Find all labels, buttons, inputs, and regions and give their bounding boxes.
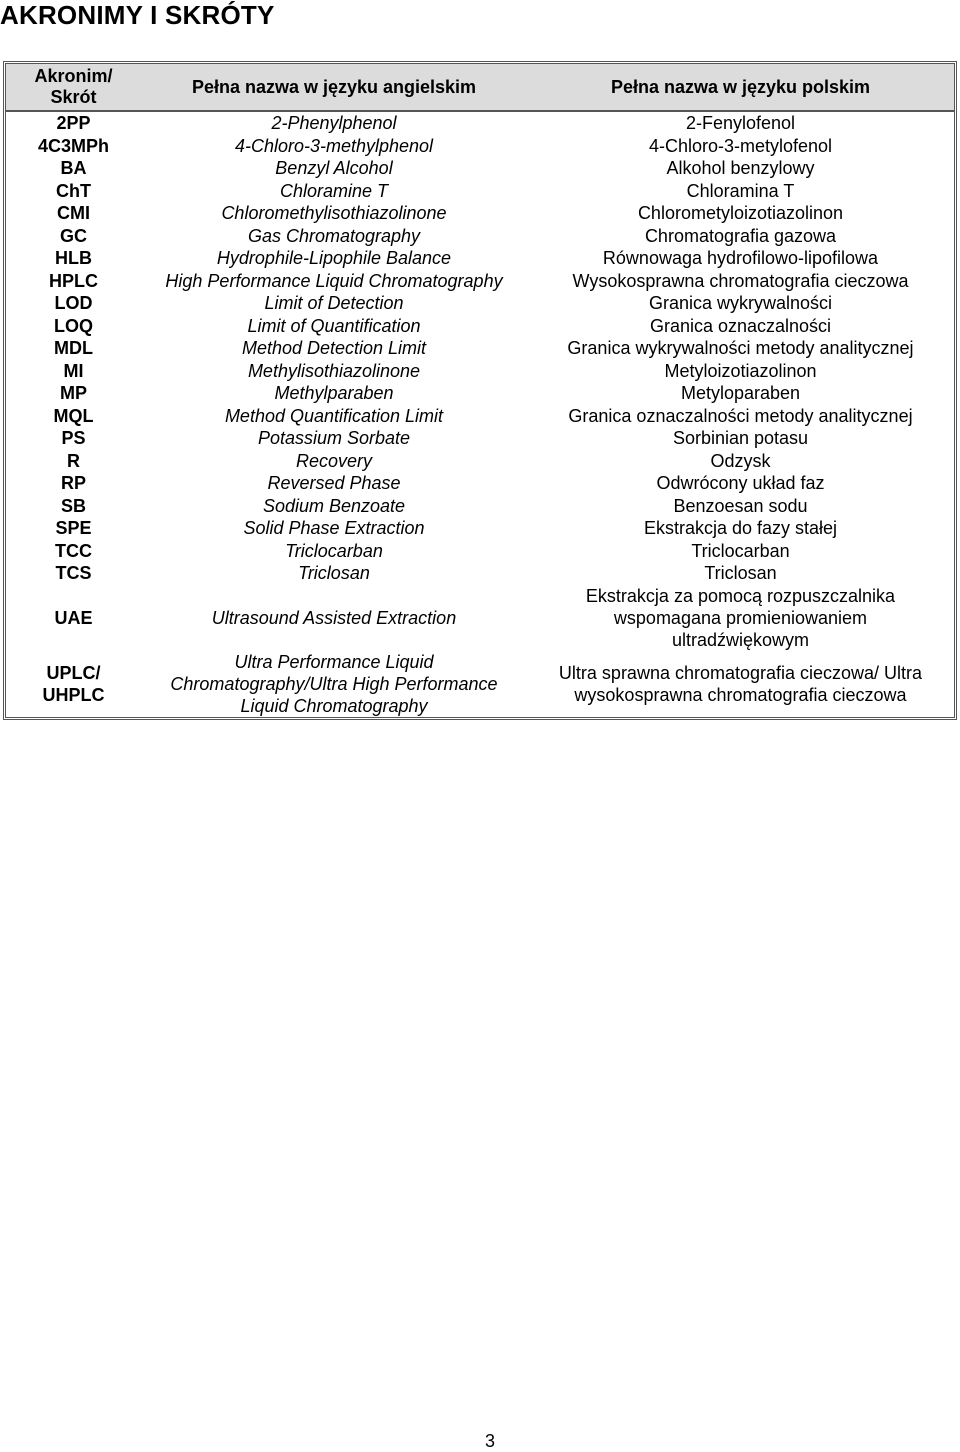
acronym-cell: RP: [60, 473, 86, 494]
table-row: [6, 270, 954, 293]
polish-name-cell: Benzoesan sodu: [673, 495, 808, 516]
acronym-table: [6, 64, 954, 717]
table-row: [6, 405, 954, 428]
acronym-cell: R: [67, 450, 80, 471]
acronym-cell: GC: [60, 225, 87, 246]
polish-name-cell: Triclocarban: [691, 540, 790, 561]
english-name-cell: 2-Phenylphenol: [271, 113, 397, 134]
polish-name-cell: Wysokosprawna chromatografia cieczowa: [572, 270, 909, 291]
polish-name-cell: Odzysk: [710, 450, 771, 471]
acronym-cell: TCC: [55, 540, 92, 561]
table-row: [6, 495, 954, 518]
acronym-cell: HPLC: [49, 270, 98, 291]
polish-name-cell: Równowaga hydrofilowo-lipofilowa: [602, 248, 879, 269]
header-english: Pełna nazwa w języku angielskim: [141, 64, 527, 111]
acronym-cell: MDL: [54, 338, 93, 359]
table-row: [6, 472, 954, 495]
acronym-cell: SPE: [55, 518, 92, 539]
english-name-cell: Triclosan: [298, 563, 370, 584]
acronym-cell: ChT: [56, 180, 91, 201]
polish-name-cell: 2-Fenylofenol: [685, 113, 796, 134]
acronym-cell: 4C3MPh: [37, 135, 109, 156]
polish-name-cell: Chloramina T: [686, 180, 795, 201]
table-row: [6, 111, 954, 135]
table-row: [6, 135, 954, 158]
polish-name-cell: Alkohol benzylowy: [666, 158, 815, 179]
acronym-cell: UAE: [54, 607, 93, 628]
english-name-cell: Recovery: [295, 450, 373, 471]
table-row: [6, 585, 954, 651]
english-name-cell: Limit of Quantification: [247, 315, 421, 336]
table-header: [6, 64, 954, 111]
table-row: [6, 157, 954, 180]
table-row: [6, 337, 954, 360]
table-row: [6, 382, 954, 405]
table-row: [6, 517, 954, 540]
polish-name-cell: Granica oznaczalności: [649, 315, 832, 336]
table-row: [6, 360, 954, 383]
acronym-cell: MP: [60, 383, 87, 404]
acronym-cell: PS: [61, 428, 86, 449]
english-name-cell: Triclocarban: [285, 540, 383, 561]
polish-name-cell: Odwrócony układ faz: [656, 473, 825, 494]
english-name-cell: High Performance Liquid Chromatography: [165, 270, 503, 291]
table-body: [6, 111, 954, 717]
table-row: [6, 651, 954, 717]
english-name-cell: Limit of Detection: [264, 293, 404, 314]
english-name-cell: Methylisothiazolinone: [247, 360, 421, 381]
english-name-cell: 4-Chloro-3-methylphenol: [234, 135, 434, 156]
english-name-cell: Chloramine T: [279, 180, 389, 201]
table-row: [6, 225, 954, 248]
polish-name-cell: Granica wykrywalności metody analitycznej: [567, 338, 914, 359]
acronym-cell: CMI: [57, 203, 90, 224]
polish-name-cell: Chlorometyloizotiazolinon: [637, 203, 844, 224]
table-row: [6, 202, 954, 225]
acronym-cell: SB: [60, 495, 86, 516]
polish-name-cell: Chromatografia gazowa: [644, 225, 837, 246]
table-row: [6, 180, 954, 203]
header-polish: Pełna nazwa w języku polskim: [527, 64, 954, 111]
page-number: 3: [484, 1431, 495, 1451]
english-name-cell: Method Quantification Limit: [224, 405, 444, 426]
acronym-cell: HLB: [55, 248, 92, 269]
english-name-cell: Hydrophile-Lipophile Balance: [216, 248, 452, 269]
polish-name-cell: Granica oznaczalności metody analitycznej: [568, 405, 913, 426]
table-row: [6, 450, 954, 473]
header-acronym: Akronim/ Skrót: [6, 64, 141, 111]
english-name-cell: Potassium Sorbate: [257, 428, 411, 449]
polish-name-cell: Triclosan: [704, 563, 777, 584]
acronym-cell: MI: [63, 360, 84, 381]
polish-name-cell: Granica wykrywalności: [648, 293, 833, 314]
acronym-cell: LOQ: [54, 315, 93, 336]
english-name-cell: Methylparaben: [274, 383, 394, 404]
english-name-cell: Method Detection Limit: [241, 338, 427, 359]
english-name-cell: Benzyl Alcohol: [275, 158, 393, 179]
header-row: [6, 64, 954, 111]
english-name-cell: Ultra Performance Liquid Chromatography/Ultra High Performance Liquid Chromatography: [170, 651, 498, 716]
english-name-cell: Ultrasound Assisted Extraction: [211, 607, 457, 628]
polish-name-cell: 4-Chloro-3-metylofenol: [648, 135, 833, 156]
acronym-cell: UPLC/ UHPLC: [42, 662, 105, 705]
english-name-cell: Solid Phase Extraction: [243, 518, 425, 539]
english-name-cell: Gas Chromatography: [247, 225, 421, 246]
acronym-cell: 2PP: [56, 113, 91, 134]
table-row: [6, 540, 954, 563]
acronym-cell: BA: [60, 158, 87, 179]
polish-name-cell: Ultra sprawna chromatografia cieczowa/ Ultra wysokosprawna chromatografia cieczowa: [558, 662, 923, 705]
acronym-table-frame: [3, 61, 957, 720]
table-row: [6, 562, 954, 585]
english-name-cell: Reversed Phase: [267, 473, 401, 494]
polish-name-cell: Sorbinian potasu: [672, 428, 809, 449]
acronym-cell: LOD: [54, 293, 93, 314]
table-row: [6, 427, 954, 450]
table-row: [6, 292, 954, 315]
english-name-cell: Chloromethylisothiazolinone: [221, 203, 447, 224]
polish-name-cell: Metyloparaben: [680, 383, 801, 404]
acronym-cell: TCS: [55, 563, 92, 584]
page-title: AKRONIMY I SKRÓTY: [0, 0, 275, 30]
acronym-cell: MQL: [53, 405, 94, 426]
polish-name-cell: Ekstrakcja za pomocą rozpuszczalnika wspomagana promieniowaniem ultradźwiękowym: [585, 585, 896, 650]
table-row: [6, 315, 954, 338]
polish-name-cell: Ekstrakcja do fazy stałej: [643, 518, 838, 539]
polish-name-cell: Metyloizotiazolinon: [664, 360, 817, 381]
english-name-cell: Sodium Benzoate: [262, 495, 406, 516]
table-row: [6, 247, 954, 270]
